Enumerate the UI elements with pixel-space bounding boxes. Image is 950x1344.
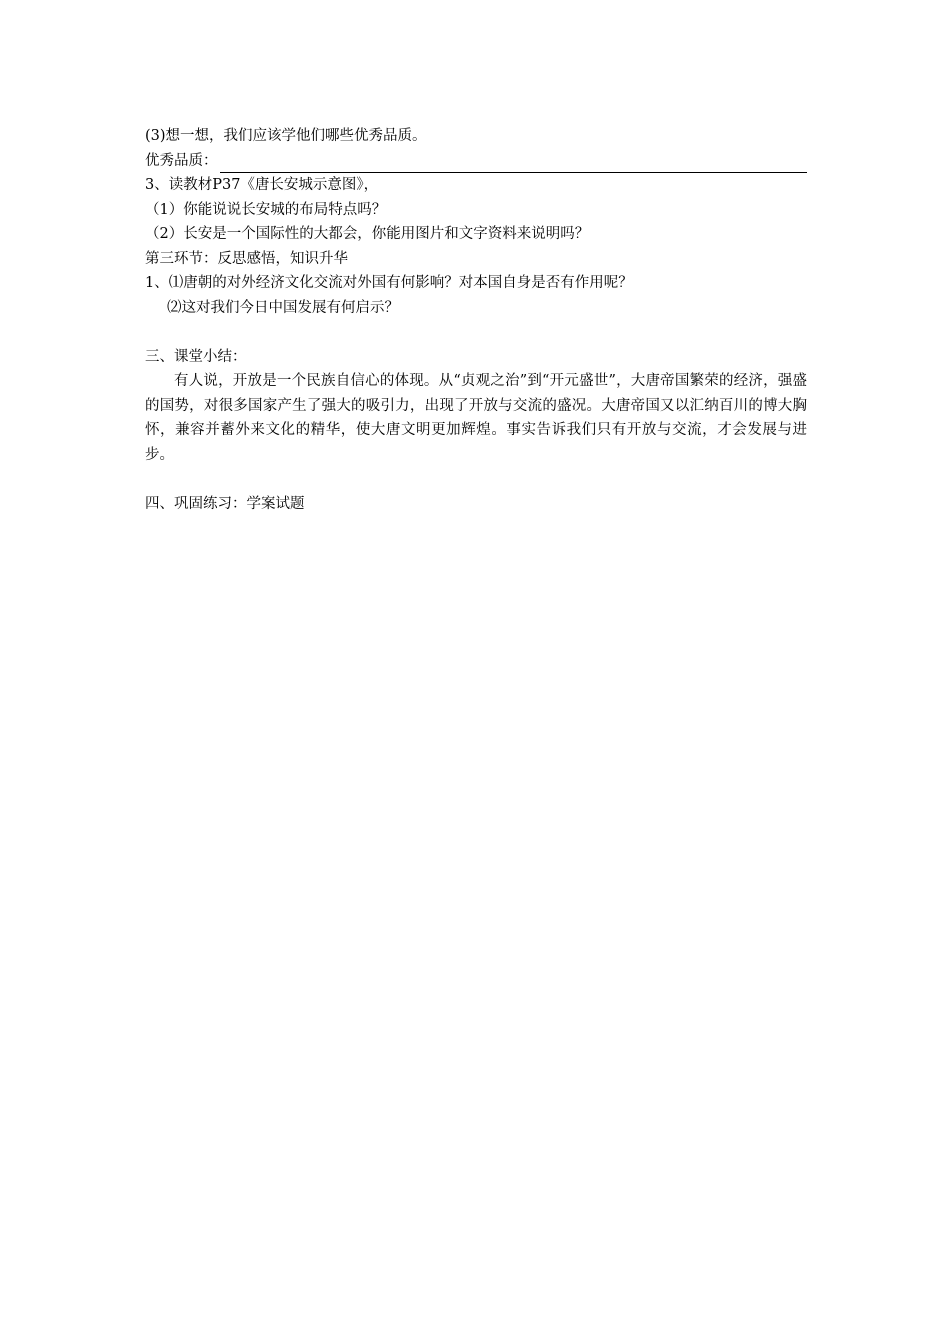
practice-heading: 四、巩固练习：学案试题 <box>145 495 305 512</box>
spacer <box>145 467 807 492</box>
item-3-title: 3、读教材P37《唐长安城示意图》， <box>145 177 379 193</box>
reflect-question-2: ⑵这对我们今日中国发展有何启示？ <box>167 299 399 316</box>
quality-answer-blank[interactable] <box>220 155 808 173</box>
item-3-question-2: （2）长安是一个国际性的大都会，你能用图片和文字资料来说明吗？ <box>145 226 590 242</box>
item-3-question-1: （1）你能说说长安城的布局特点吗？ <box>145 201 387 218</box>
spacer <box>145 320 807 345</box>
document-page <box>145 124 807 516</box>
quality-label: 优秀品质： <box>145 152 218 169</box>
summary-paragraph: 有人说，开放是一个民族自信心的体现。从“贞观之治”到“开元盛世”，大唐帝国繁荣的经济，强盛的国势，对很多国家产生了强大的吸引力，出现了开放与交流的盛况。大唐帝国又以汇纳百川的博大胸怀，兼容并蓄外来文化的精华，使大唐文明更加辉煌。事实告诉我们只有开放与交流，才会发展与进步。 <box>145 373 807 463</box>
question-3-think: (3)想一想，我们应该学他们哪些优秀品质。 <box>145 128 427 144</box>
reflect-question-1: 1、⑴唐朝的对外经济文化交流对外国有何影响？对本国自身是否有作用呢？ <box>145 275 633 291</box>
quality-answer-row <box>145 149 807 174</box>
section-3-heading: 第三环节：反思感悟，知识升华 <box>145 250 348 267</box>
summary-heading: 三、课堂小结： <box>145 348 247 365</box>
